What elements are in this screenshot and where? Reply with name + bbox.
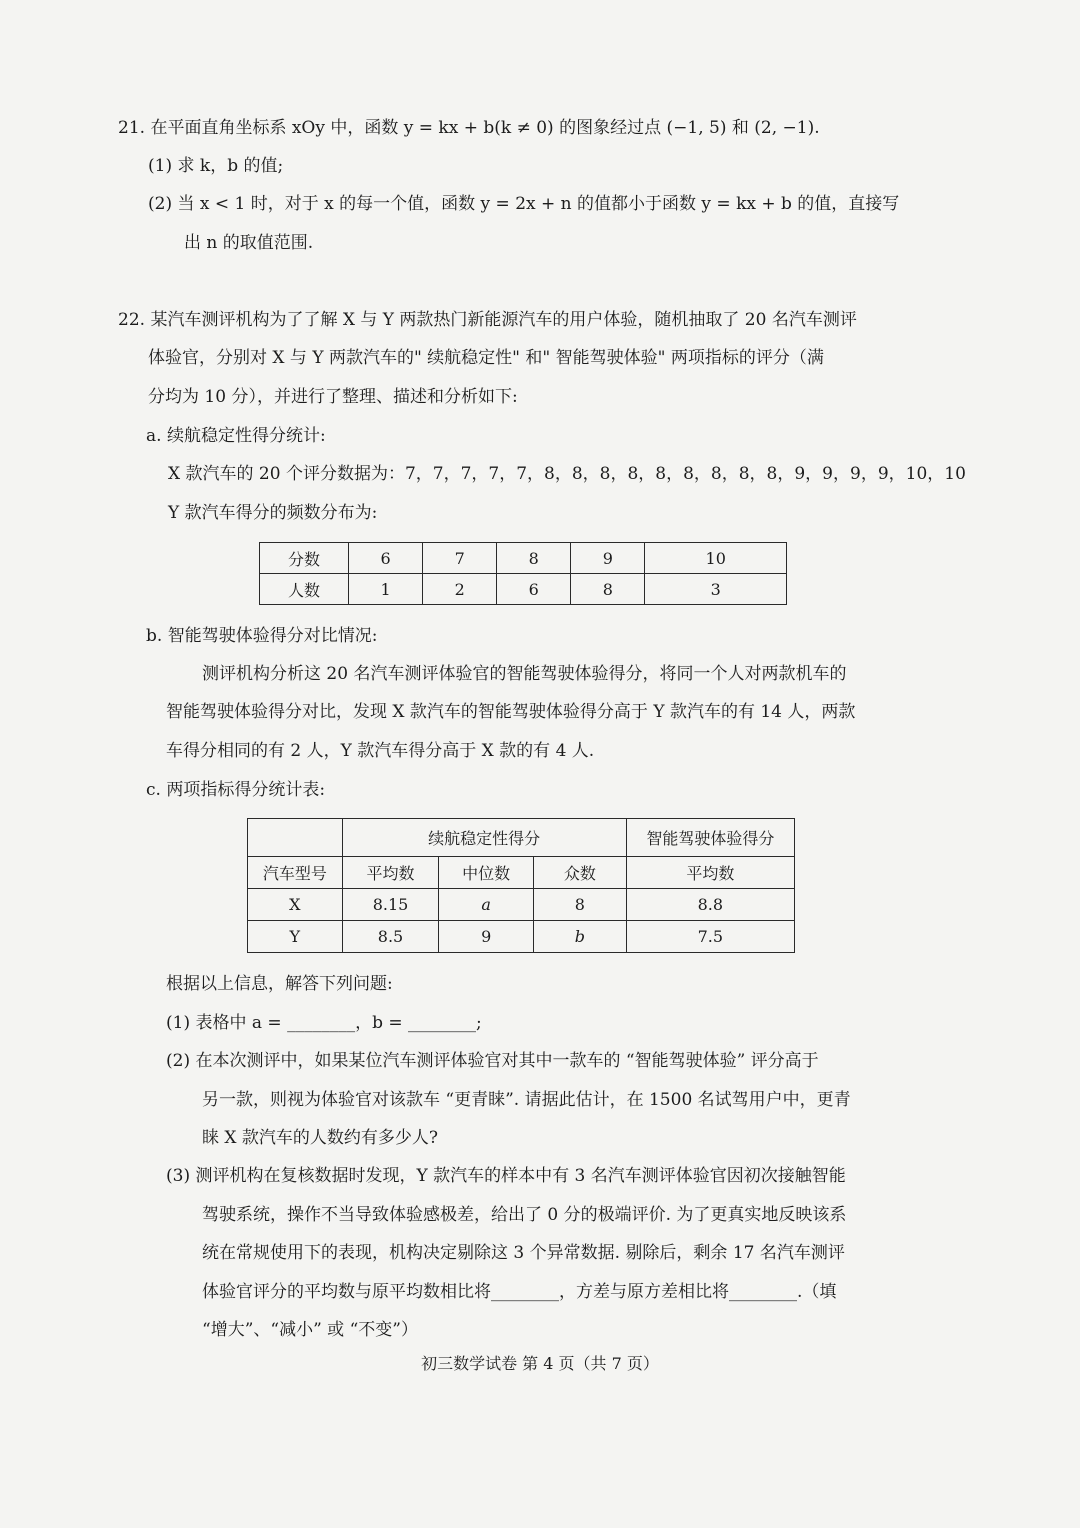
stats-group-header-row [248, 819, 795, 857]
q21-part2-line1: (2) 当 x < 1 时，对于 x 的每一个值，函数 y = 2x + n 的值都小于函数 y = kx + b 的值，直接写 [148, 194, 900, 214]
q22-a-x-data: X 款汽车的 20 个评分数据为：7，7，7，7，7，8，8，8，8，8，8，8，8，8，9，9，9，9，10，10 [168, 464, 966, 484]
stats-cell-mode: 8 [534, 889, 627, 921]
stats-cell-model: X [248, 889, 343, 921]
q22-b-line1: 测评机构分析这 20 名汽车测评体验官的智能驾驶体验得分，将同一个人对两款机车的 [202, 664, 847, 684]
stats-table [247, 818, 795, 953]
freq-score-cell: 6 [349, 543, 423, 574]
q22-part2-line1: (2) 在本次测评中，如果某位汽车测评体验官对其中一款车的 “智能驾驶体验” 评分高于 [166, 1051, 819, 1071]
q22-part2-line3: 睐 X 款汽车的人数约有多少人? [202, 1128, 439, 1148]
q22-part3-line3: 统在常规使用下的表现，机构决定剔除这 3 个异常数据. 剔除后，剩余 17 名汽车测评 [202, 1243, 845, 1263]
stats-cell-mean: 8.5 [342, 921, 439, 953]
stats-row-y [248, 921, 795, 953]
stats-cell-mean2: 8.8 [626, 889, 794, 921]
stats-col-mean2: 平均数 [626, 857, 794, 889]
stats-col-mode: 众数 [534, 857, 627, 889]
freq-count-cell: 2 [423, 574, 497, 605]
freq-count-cell: 8 [571, 574, 645, 605]
q22-intro-line2: 体验官，分别对 X 与 Y 两款汽车的" 续航稳定性" 和" 智能驾驶体验" 两项指标的评分（满 [148, 348, 824, 368]
stats-group-endurance: 续航稳定性得分 [342, 819, 626, 857]
stats-column-header-row [248, 857, 795, 889]
stats-cell-model: Y [248, 921, 343, 953]
freq-row1-label: 分数 [260, 543, 349, 574]
q22-ask-intro: 根据以上信息，解答下列问题: [166, 974, 393, 994]
q22-part3-line1: (3) 测评机构在复核数据时发现，Y 款汽车的样本中有 3 名汽车测评体验官因初次接触智能 [166, 1166, 846, 1186]
freq-count-cell: 3 [645, 574, 787, 605]
stats-col-model: 汽车型号 [248, 857, 343, 889]
frequency-row-counts [260, 574, 787, 605]
freq-row2-label: 人数 [260, 574, 349, 605]
q22-intro-line3: 分均为 10 分），并进行了整理、描述和分析如下: [148, 387, 518, 407]
q22-b-line2: 智能驾驶体验得分对比，发现 X 款汽车的智能驾驶体验得分高于 Y 款汽车的有 14 人，两款 [166, 702, 856, 722]
q21-part1: (1) 求 k，b 的值; [148, 156, 284, 176]
q22-part3-line5: “增大”、“减小” 或 “不变”） [202, 1320, 418, 1340]
stats-cell-mean: 8.15 [342, 889, 439, 921]
stats-cell-mode: b [534, 921, 627, 953]
q22-b-title: b. 智能驾驶体验得分对比情况: [146, 626, 378, 646]
stats-cell-mean2: 7.5 [626, 921, 794, 953]
q22-part2-line2: 另一款，则视为体验官对该款车 “更青睐”. 请据此估计，在 1500 名试驾用户中，更青 [202, 1090, 851, 1110]
q22-part3-line2: 驾驶系统，操作不当导致体验感极差，给出了 0 分的极端评价. 为了更真实地反映该系 [202, 1205, 847, 1225]
q21-part2-line2: 出 n 的取值范围. [184, 233, 314, 253]
freq-score-cell: 7 [423, 543, 497, 574]
stats-empty-corner [248, 819, 343, 857]
freq-count-cell: 6 [497, 574, 571, 605]
q21-stem: 21. 在平面直角坐标系 xOy 中，函数 y = kx + b(k ≠ 0) 的图象经过点 (−1, 5) 和 (2, −1). [118, 118, 820, 138]
freq-count-cell: 1 [349, 574, 423, 605]
freq-score-cell: 9 [571, 543, 645, 574]
q22-c-title: c. 两项指标得分统计表: [146, 780, 326, 800]
stats-group-driving: 智能驾驶体验得分 [626, 819, 794, 857]
page-footer: 初三数学试卷 第 4 页（共 7 页） [421, 1354, 659, 1373]
q22-a-title: a. 续航稳定性得分统计: [146, 426, 326, 446]
q22-a-y-intro: Y 款汽车得分的频数分布为: [168, 503, 378, 523]
freq-score-cell: 10 [645, 543, 787, 574]
q22-part3-line4: 体验官评分的平均数与原平均数相比将________，方差与原方差相比将________.（填 [202, 1282, 837, 1302]
stats-cell-median: a [439, 889, 534, 921]
q22-intro-line1: 22. 某汽车测评机构为了了解 X 与 Y 两款热门新能源汽车的用户体验，随机抽取了 20 名汽车测评 [118, 310, 857, 330]
q22-part1: (1) 表格中 a = ________，b = ________; [166, 1013, 482, 1033]
stats-row-x [248, 889, 795, 921]
frequency-row-scores [260, 543, 787, 574]
q22-b-line3: 车得分相同的有 2 人，Y 款汽车得分高于 X 款的有 4 人. [166, 741, 595, 761]
frequency-table [259, 542, 787, 605]
stats-col-mean: 平均数 [342, 857, 439, 889]
stats-cell-median: 9 [439, 921, 534, 953]
stats-col-median: 中位数 [439, 857, 534, 889]
freq-score-cell: 8 [497, 543, 571, 574]
